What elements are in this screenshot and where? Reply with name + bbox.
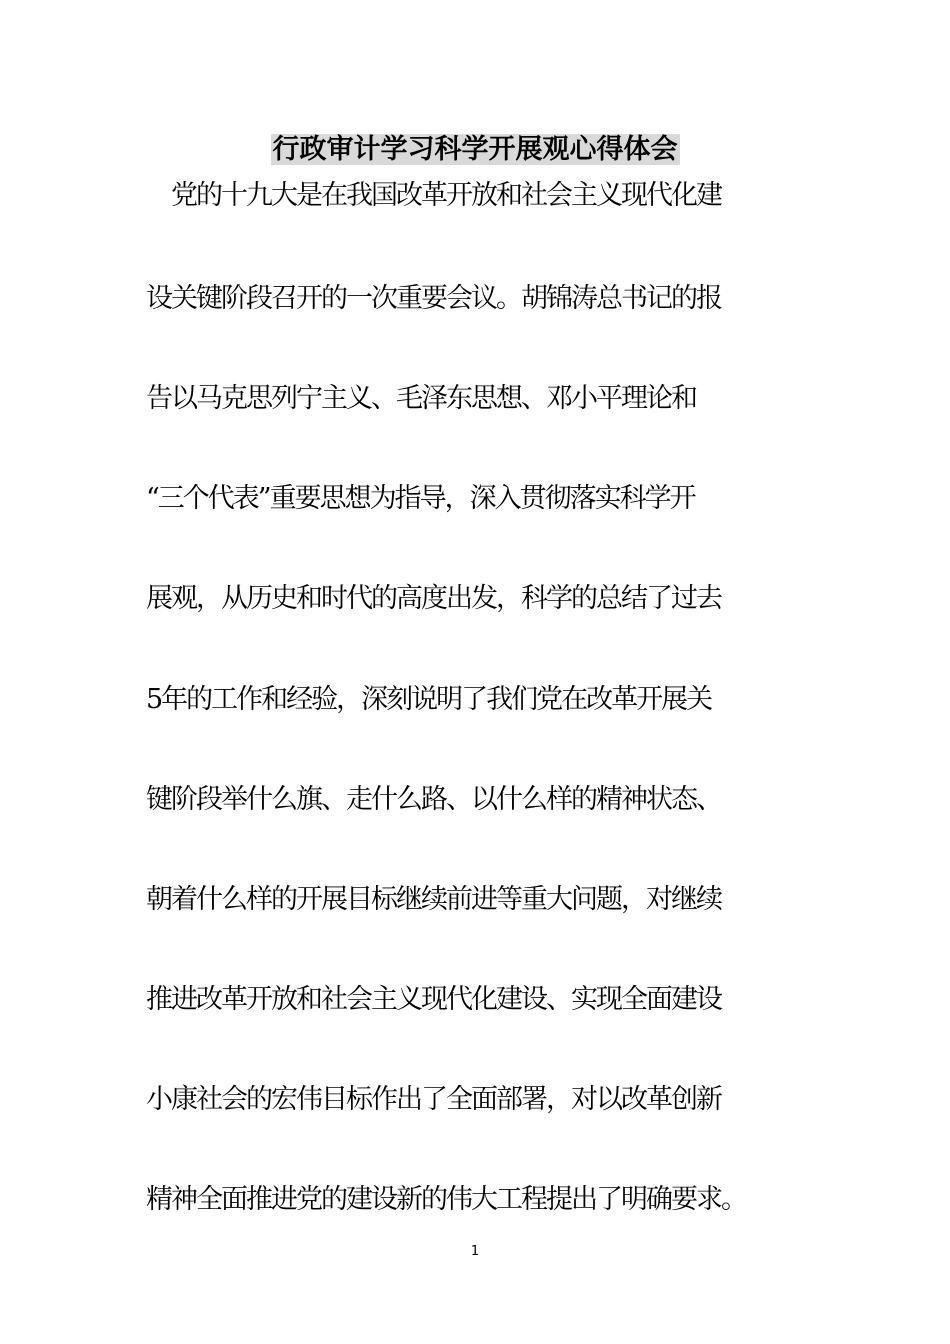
document-title: [0, 130, 950, 170]
paragraph-line: 展观，从历史和时代的高度出发，科学的总结了过去: [146, 583, 721, 614]
document-title-text: 行政审计学习科学开展观心得体会: [272, 134, 678, 165]
paragraph-line: 推进改革开放和社会主义现代化建设、实现全面建设: [146, 984, 721, 1015]
paragraph-line: “三个代表”重要思想为指导，深入贯彻落实科学开: [146, 483, 695, 514]
paragraph-line: 党的十九大是在我国改革开放和社会主义现代化建: [146, 180, 721, 211]
paragraph-line: 小康社会的宏伟目标作出了全面部署，对以改革创新: [146, 1084, 721, 1115]
paragraph-line: 设关键阶段召开的一次重要会议。胡锦涛总书记的报: [146, 283, 721, 314]
page-number: 1: [470, 1244, 480, 1259]
paragraph-line: 告以马克思列宁主义、毛泽东思想、邓小平理论和: [146, 383, 696, 414]
paragraph-line: 精神全面推进党的建设新的伟大工程提出了明确要求。: [146, 1184, 746, 1215]
paragraph-line: 5年的工作和经验，深刻说明了我们党在改革开展关: [146, 684, 712, 715]
paragraph-line: 键阶段举什么旗、走什么路、以什么样的精神状态、: [146, 784, 721, 815]
paragraph-line: 朝着什么样的开展目标继续前进等重大问题，对继续: [146, 884, 721, 915]
